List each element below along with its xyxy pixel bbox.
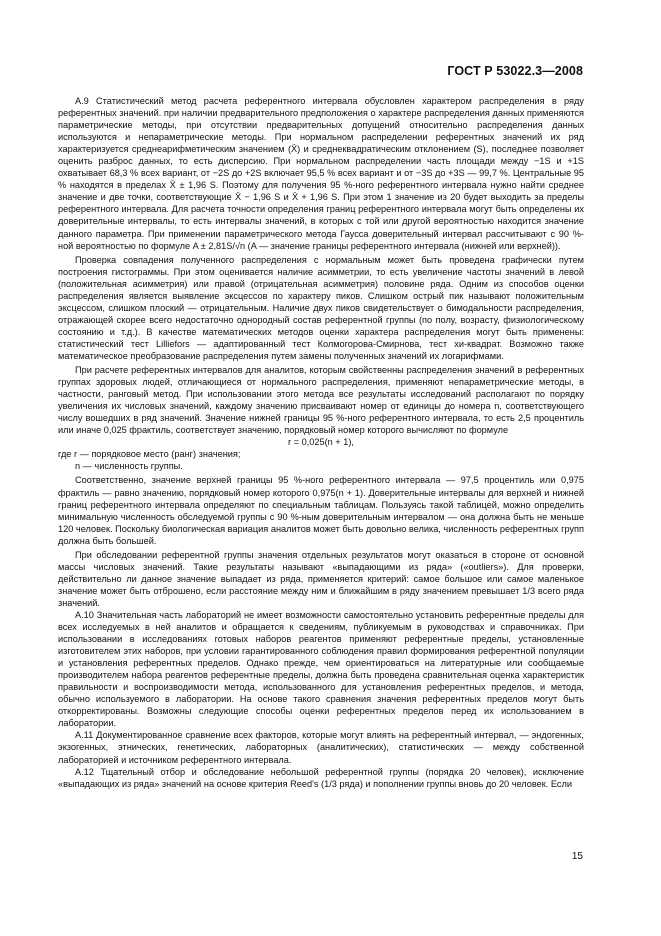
formula-rank: r = 0,025(n + 1), bbox=[288, 437, 354, 448]
document-body bbox=[58, 95, 584, 790]
formula-legend-n: n — численность группы. bbox=[75, 461, 183, 472]
formula-legend-r: где r — порядковое место (ранг) значения; bbox=[58, 449, 241, 460]
standard-header: ГОСТ Р 53022.3—2008 bbox=[447, 64, 583, 78]
paragraph-a9: А.9 Статистический метод расчета референтного интервала обусловлен характером распределения в ряду референтных значений. при наличии предварительного предположения о характере распределения данных применяются параметрические методы, при отсутствии предварительных допущений относительно распределения данных используются и непараметрические методы. При нормальном распределении референтных значений их ряд характеризуется среднеарифметическим значением (X̄) и среднеквадратическим отклонением (S), последнее позволяет оценить разброс данных, то есть дисперсию. При нормальном распределении часть площади между −1S и +1S охватывает 68,3 % всех вариант, от −2S до +2S включает 95,5 % всех вариант и от −3S до +3S — 99,7 %. Центральные 95 % находятся в пределах X̄ ± 1,96 S. Поэтому для получения 95 %-ного референтного интервала нужно найти среднее значение и две точки, соответствующие X̄ − 1,96 S и X̄ + 1,96 S. При этом 1 значение из 20 будет выходить за пределы референтного интервала. Для расчета точности определения границ референтного интервала могут быть определены их доверительные интервалы, то есть интервалы значений, в которых с той или другой вероятностью находится значение данного параметра. При применении параметрического метода Гаусса доверительный интервал рассчитывают с 90 %-ной вероятностью по формуле A ± 2,81S/√n (A — значение границы референтного интервала (нижней или верхней)). bbox=[58, 96, 584, 251]
paragraph-upper-bound: Соответственно, значение верхней границы 95 %-ного референтного интервала — 97,5 процентиль или 0,975 фрактиль — равно значению, порядковый номер которого 0,975(n + 1). Доверительные интервалы для верхней и нижней границ референтного интервала определяют по специальным таблицам. Пользуясь такой таблицей, можно определить минимальную численность обследуемой группы с 90 %-ным доверительным интервалом — она должна быть не меньше 120 человек. Поскольку биологическая вариация аналитов может быть довольно велика, численность референтных групп должна быть большей. bbox=[58, 475, 584, 546]
paragraph-outliers: При обследовании референтной группы значения отдельных результатов могут оказаться в стороне от основной массы числовых значений. Такие результаты называют «выпадающими из ряда» («outliers»). Для проверки, действительно ли данное значение выпадает из ряда, применяется критерий: самое большое или самое маленькое значение может быть отброшено, если расстояние между ним и ближайшим в ряду значением превышает 1/3 всего ряда значений. bbox=[58, 549, 584, 608]
paragraph-a10: А.10 Значительная часть лабораторий не имеет возможности самостоятельно установить референтные пределы для всех исследуемых в ней аналитов и обращается к сведениям, публикуемым в руководствах и справочниках. При использовании в исследованиях готовых наборов реагентов применяют референтные пределы, установленные изготовителем этих наборов, при условии гарантированного соблюдения правил формирования референтной популяции и установления референтных пределов. Однако прежде, чем ориентироваться на литературные или сообщаемые производителем набора реагентов референтные пределы, должна быть проведена сравнительная оценка характеристик правильности и воспроизводимости метода, использованного для установления референтных пределов, и метода, обычно используемого в лаборатории. На основе такого сравнения значения референтных пределов могут быть откорректированы. Возможны следующие способы оценки референтных пределов перед их использованием в лаборатории. bbox=[58, 609, 584, 729]
page-number: 15 bbox=[571, 851, 583, 862]
paragraph-normality-check: Проверка совпадения полученного распределения с нормальным может быть проведена графически путем построения гистограммы. При этом оценивается наличие асимметрии, то есть увеличение частоты значений в левой (положительная асимметрия) или правой (отрицательная асимметрия) половине ряда. Одним из способов оценки распределения является выявление эксцессов по характеру пиков. Слишком острый пик называют положительным эксцессом, слишком плоский — отрицательным. Наличие двух пиков свидетельствует о бимодальности распределения, отражающей скорее всего недостаточно однородный состав референтной группы (по полу, возрасту, физиологическому состоянию и т.д.). В качестве математических методов оценки характера распределения могут быть применены: статистический тест Lilliefors — адаптированный тест Колмогорова-Смирнова, тест хи-квадрат. Возможно также математическое преобразование распределения путем замены полученных значений их логарифмами. bbox=[58, 254, 584, 361]
paragraph-rank-method: При расчете референтных интервалов для аналитов, которым свойственны распределения значений в референтных группах здоровых людей, отличающиеся от нормального распределения, применяют непараметрические методы, в частности, ранговый метод. При использовании этого метода все результаты исследований располагают по порядку увеличения их числовых значений, каждому значению присваивают номер от единицы до номера n, соответствующего числу вошедших в ряд значений. Значение нижней границы 95 %-ного референтного интервала, то есть 2,5 процентиль или иначе 0,025 фрактиль, соответствует значению, порядковый номер которого вычисляют по формуле bbox=[58, 365, 584, 436]
paragraph-a12: А.12 Тщательный отбор и обследование небольшой референтной группы (порядка 20 человек), исключение «выпадающих из ряда» значений на основе критерия Reed's (1/3 ряда) и пополнении группы вновь до 20 человек. Если bbox=[58, 766, 584, 789]
paragraph-a11: А.11 Документированное сравнение всех факторов, которые могут влиять на референтный интервал, — эндогенных, экзогенных, этнических, генетических, лабораторных (аналитических), статистических — между собственной лабораторией и источником референтного интервала. bbox=[58, 730, 584, 765]
